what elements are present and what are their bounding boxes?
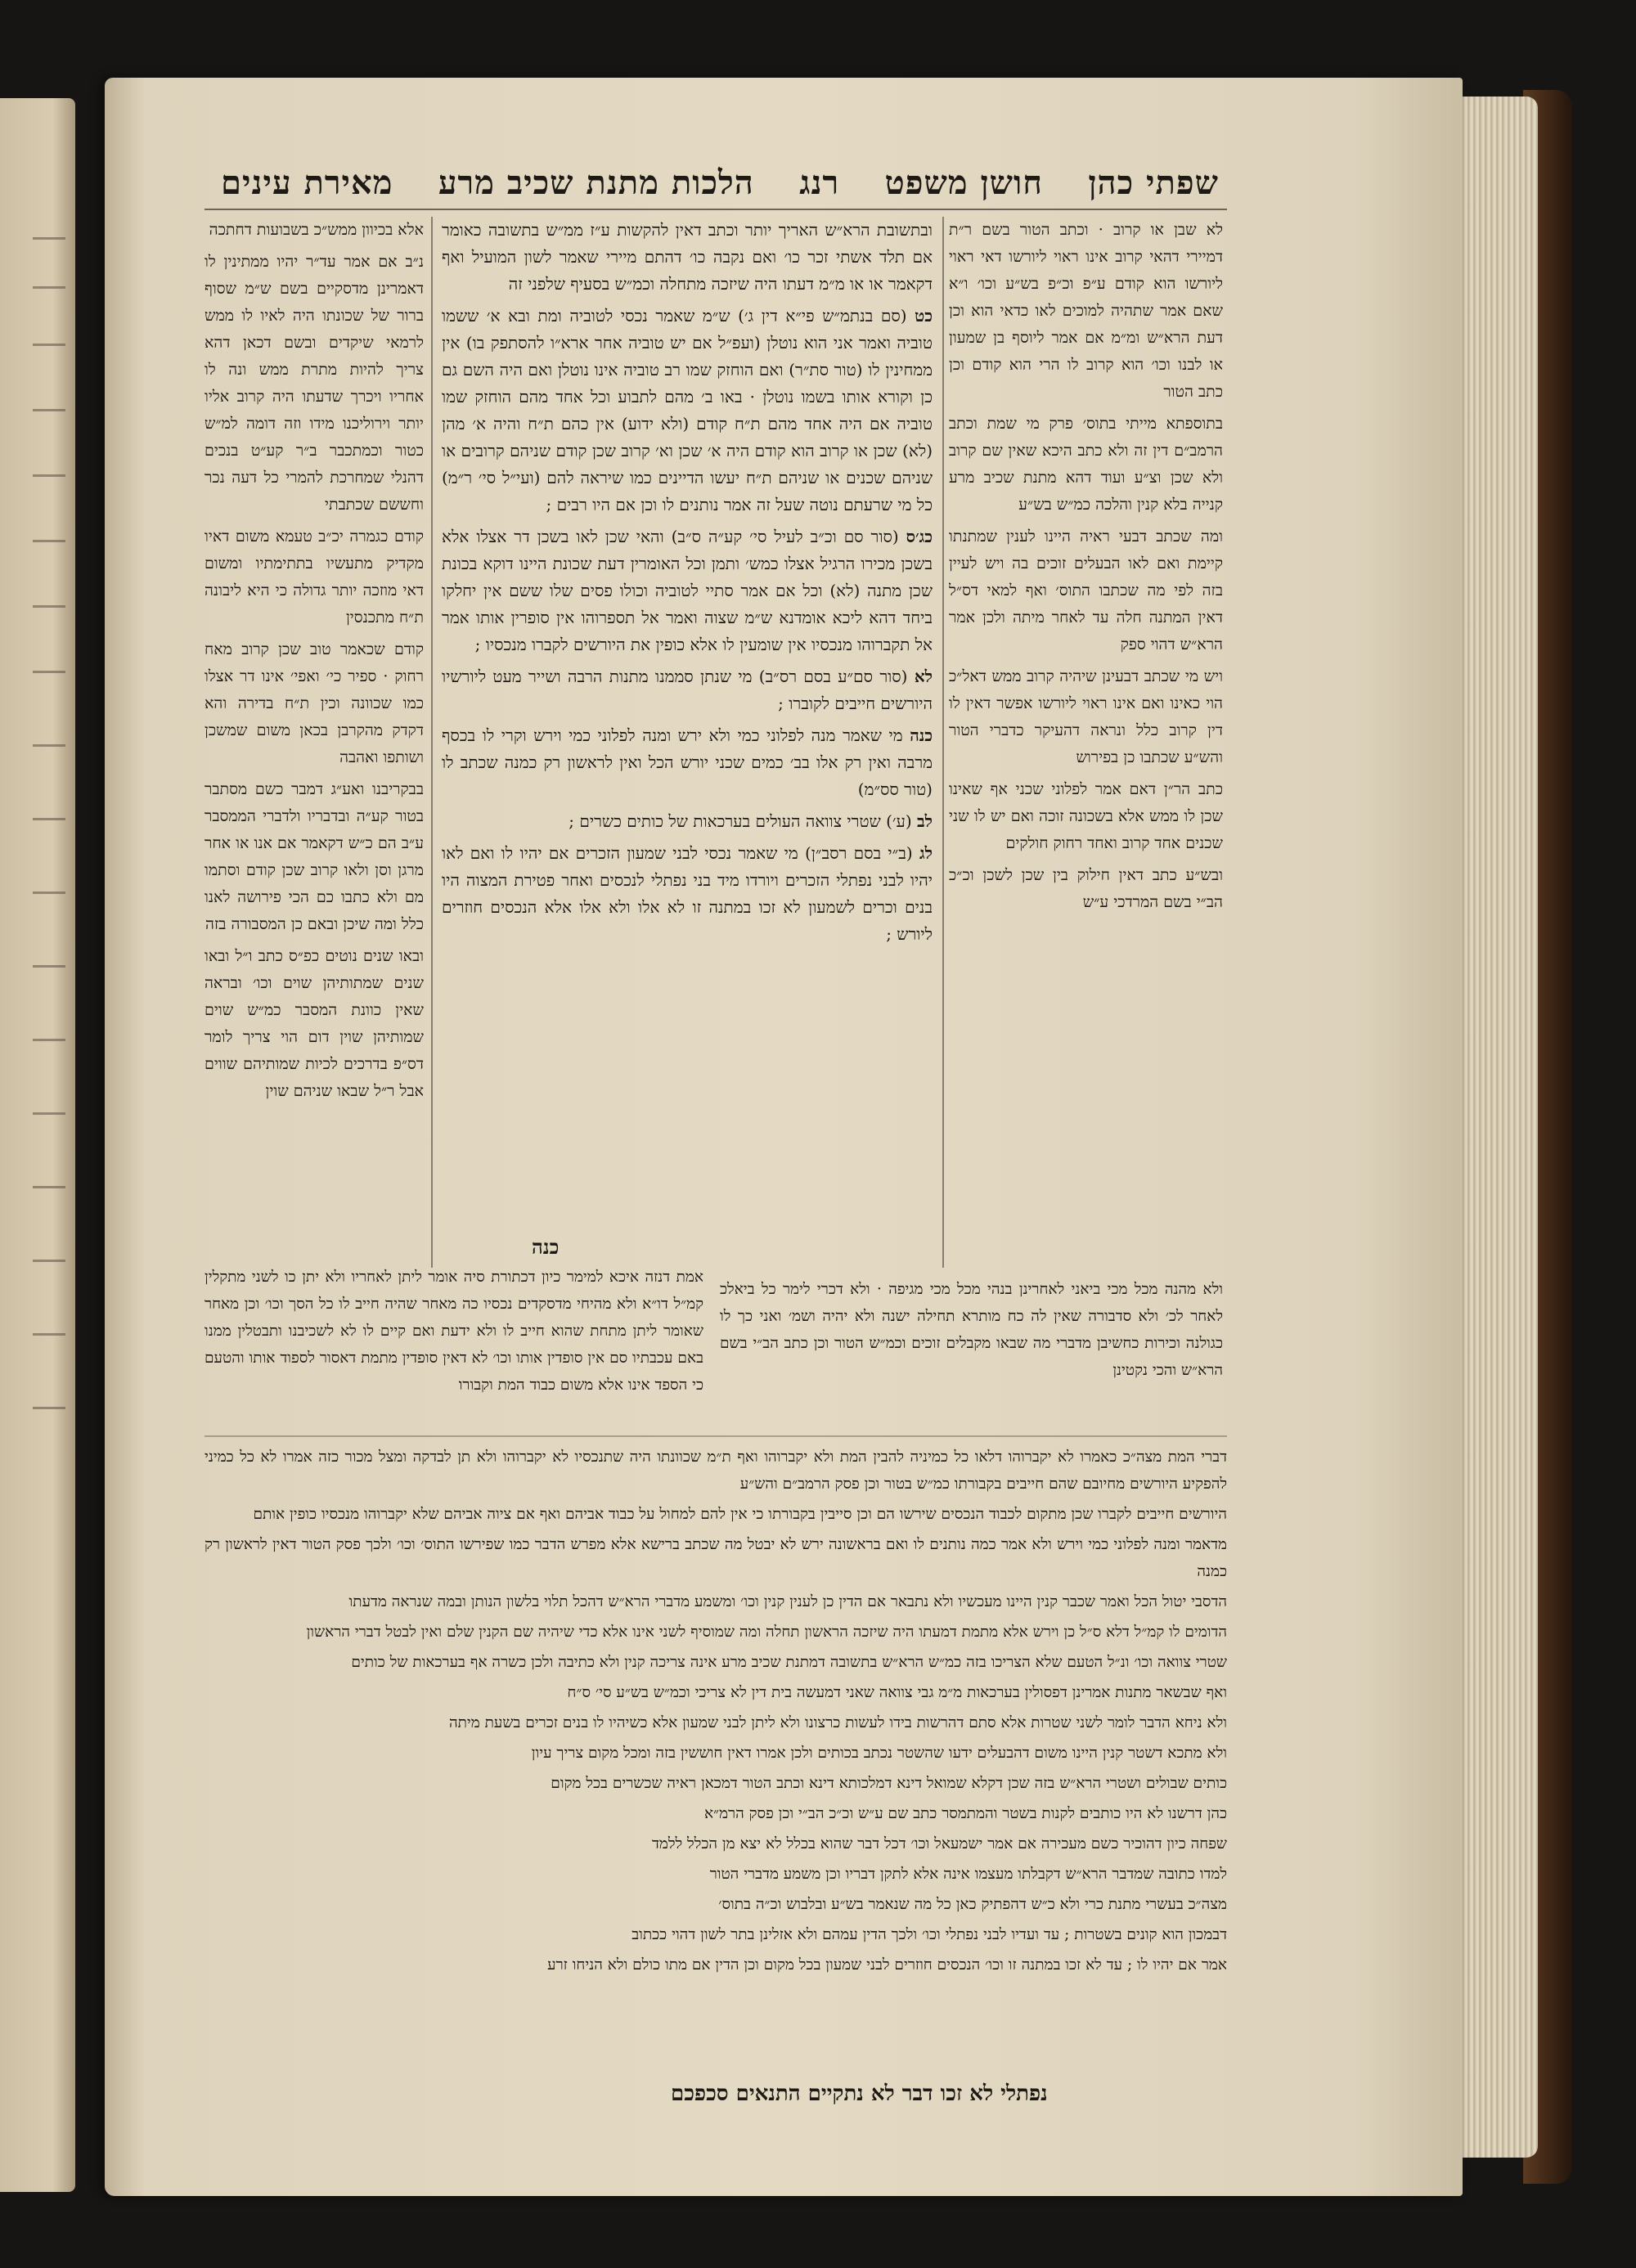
catchword: נפתלי לא זכו דבר לא נתקיים התנאים סכפכם (671, 2082, 1048, 2106)
lower-right-block (720, 1276, 1223, 1419)
entry-text: (סור סם וכ״ב לעיל סי׳ קע״ה ס״ב) והאי שכן לאו בשכן דר אצלו אלא בשכן מכירו הרגיל אצלו כמש׳ ותמן וכל האומרין דעת שכונת היינו דוקא בכונת שכן מתנה (לא) וכל אם אמר סתיי לטוביה וכולו פסים שלו ששם אין יחלקו ביחד דהא ליכא אומדנא ש״מ שצוה ואמר אל תספרוהו אין סופרין אותו אמר אל תקברוהו מנכסיו אין שומעין לו אלא כופין את היורשים לקברו מנכסיו ; (442, 527, 933, 654)
lower-paragraph: מצה״כ בעשרי מתנת כרי ולא כ״ש דהפתיק כאן כל מה שנאמר בש״ע ובלבוש וכ״ה בתוס׳ (718, 1896, 1227, 1913)
section-label: כנה (532, 1235, 560, 1259)
main-entry (442, 303, 933, 519)
lower-paragraph: למדו כתובה שמדבר הרא״ש דקבלתו מעצמו אינה אלא לתקן דבריו וכן משמע מדברי הטור (709, 1866, 1227, 1883)
lower-paragraph: דברי המת מצה״כ כאמרו לא יקברוהו דלאו כל כמיניה להבין המת ולא יקברוהו ואף ת״מ שכוונתו היה שתנכסיו לא יקברוהו ולא תן לבדקה ומצל מכור כזה אמרו לא כל כמיני להפקיע היורשים מחיובם שהם חייבים בקבורתו כמ״ש בטור וכן פסק הרמב״ם והש״ע (204, 1448, 1227, 1493)
main-entry (442, 722, 933, 803)
lower-rule (204, 1435, 1227, 1437)
lower-left-text: אמת דנזה איכא למימר כיון דכתורת סיה אומר ליתן לאחריו ולא יתן כו לשני מתקלין קמ״ל דו״א ולא מהיחי מדסקדים נכסיו כה מאחר שהיה חייב לו כל הסך וכו׳ וכן מאחר שאומר ליתן מתחת שהוא חייב לו ולא ידעת ואם קיים לו לא לשכיבנו ותבטלין ממנו באם עכבתיו סם אין סופדין אותו וכו׳ לא דאין סופדין מתמת דאסור לספוד אותו והטעם כי הספד אינו אלא משום כבוד המת וקבורו (204, 1269, 703, 1394)
header-commentary: מאירת עינים (221, 164, 393, 202)
lower-paragraph: ולא מתכא דשטר קנין היינו משום דהבעלים ידעו שהשטר נכתב בכותים ולכן אמרו דאין חוששין בזה ומכל מקום צריך עיון (531, 1745, 1227, 1762)
header-rule (204, 209, 1227, 210)
entry-mark: כג׳ס (906, 527, 933, 546)
column-divider-right (942, 217, 944, 1268)
lower-paragraph: מדאמר ומנה לפלוני כמי וירש ולא אמר כמה נותנים לו ואם בראשונה ירש לא יבטל מה שכתב ברישא אלא מפרש הדבר כמו שפירשו התוס׳ וכו׳ ולכך פסק הטור דאין לראשון רק כמנה (204, 1536, 1227, 1580)
left-intro: אלא בכיוון ממש״כ בשבועות דחתכה (209, 221, 424, 239)
lower-paragraph: הדסבי יטול הכל ואמר שכבר קנין היינו מעכשיו ולא נתבאר אם הדין כן לענין קנין וכו׳ ומשמע מדברי הרא״ש דהכל תלוי בלשון הנותן ובמה שנראה מדעתו (348, 1593, 1227, 1610)
header-page-number: רנג (799, 164, 840, 202)
lower-paragraph: הדומים לו קמ״ל דלא ס״ל כן וירש אלא מתמת דמעתו היה שיזכה הראשון תחלה ומה שמוסיף לשני אינו אלא כדי שיהיה שם הקנין שלם ואין לבטל דברי הראשון (306, 1624, 1227, 1641)
entry-text: (ב״י בסם רסב״ן) מי שאמר נכסי לבני שמעון הזכרים אם יהיו לו ואם לאו יהיו לבני נפתלי הזכרים ויורדו מיד בני נפתלי לנכסים ואחר פטירת המצוה היו בנים וכרים לשמעון לא זכו במתנה זו לא אלו ולא אלו אלא הנכסים חוזרים ליורש ; (442, 843, 933, 944)
lower-paragraph: אמר אם יהיו לו ; עד לא זכו במתנה זו וכו׳ הנכסים חוזרים לבני שמעון בכל מקום וכן הדין אם מתו כולם ולא הניחו זרע (547, 1956, 1227, 1974)
header-section: חושן משפט (884, 164, 1043, 202)
lower-paragraph: ואף שבשאר מתנות אמרינן דפסולין בערכאות מ״מ גבי צוואה שאני דמעשה בית דין לא צריכי וכמ״ש בש״ע סי׳ ס״ח (567, 1684, 1227, 1701)
lower-paragraph: דבמכון הוא קונים בשטרות ; עד ועדיו לבני נפתלי וכו׳ ולכך הדין עמהם ולא אזלינן בתר לשון דהוי ככתוב (631, 1926, 1227, 1943)
main-entry (442, 840, 933, 948)
left-paragraph: קודם כגמרה יכ״ב טעמא משום דאיו מקדיק מתעשיו בתתימתיו ומשום דאי מוזכה יותר גדולה כי היא ליבונה ת״ח מתכנסין (204, 528, 424, 627)
entry-mark: כט (915, 306, 933, 326)
previous-page-edge (0, 98, 75, 2192)
lower-full-block (204, 1444, 1227, 2073)
right-paragraph: כתב הר״ן דאם אמר לפלוני שכני אף שאינו שכן לו ממש אלא בשכונה זוכה ואם יש לו שני שכנים אחד קרוב ואחד רחוק חולקים (949, 780, 1223, 852)
running-header (221, 164, 1219, 202)
left-paragraph: בבקריבנו ואע״ג דמבר כשם מסתבר בטור קע״ה ובדבריו ולדברי הממסבר ע״ב הם כ״ש דקאמר אם אנו או אחר מרגן וסן ולאו קרוב שכן קודם וסתמו מם ולא כתבו כם הכי פירושה לאנו כלל ומה שיכן ובאם כן המסבורה בזה (204, 780, 424, 933)
column-divider-left (431, 217, 433, 1268)
left-paragraph: ובאו שנים נוטים כפ״ס כתב ו״ל ובאו שנים שמתותיהן שוים וכו׳ ובראה שאין כוונת המסבר כמ״ש שוים שמותיהן שוין דום הוי צריך לומר דס״פ בדרכים לכיות שמותיהם שווים אבל ר״ל שבאו שניהם שוין (204, 947, 424, 1100)
lower-paragraph: שפחה כיון דהוכיר כשם מעכירה אם אמר ישמעאל וכו׳ דכל דבר שהוא בכלל לא יצא מן הכלל ללמד (652, 1835, 1227, 1853)
right-paragraph: בתוספתא מייתי בתוס׳ פרק מי שמת וכתב הרמב״ם דין זה ולא כתב היכא שאין שם קרוב ולא שכן וצ״ע ועוד דהא מתנת שכיב מרע קנייה בלא קנין והלכה כמ״ש בש״ע (949, 415, 1223, 514)
main-entry (442, 808, 933, 835)
main-entry (442, 523, 933, 658)
lower-paragraph: היורשים חייבים לקברו שכן מתקום לכבוד הנכסים שירשו הם וכן סייבין בקבורתו כי אין להם למחול על כבוד אביהם ואף אם ציוה אביהם שלא יקברוהו מנכסיו כופין אותם (253, 1506, 1227, 1523)
entry-text: (סור סם״ע בסם רס״ב) מי שנתן סממנו מתנות הרבה ושייר מעט ליורשיו היורשים חייבים לקוברו ; (442, 667, 933, 713)
lower-paragraph: שטרי צוואה וכו׳ ונ״ל הטעם שלא הצריכו בזה כמ״ש הרא״ש בתשובה דמתנת שכיב מרע אינה צריכה קנין ולא כתיבה ולכן כשרה אף בערכאות של כותים (351, 1654, 1227, 1671)
lower-paragraph: כותים שבולים ושטרי הרא״ש בזה שכן דקלא שמואל דינא דמלכותא דינא וכתב הטור דמכאן ראיה שכשרים בכל מקום (551, 1775, 1227, 1792)
right-paragraph: ומה שכתב דבעי ראיה היינו לענין שמתנתו קיימת ואם לאו הבעלים זוכים בה ויש לעיין בזה לפי מה שכתבו התוס׳ ואף למאי דס״ל דאין המתנה חלה עד לאחר מיתה ולכן אמר הרא״ש דהוי ספק (949, 528, 1223, 653)
right-paragraph: ויש מי שכתב דבעינן שיהיה קרוב ממש דאל״כ הוי כאינו ואם אינו ראוי ליורשו אפשר דאין לו דין קרוב כלל ונראה דהעיקר כדברי הטור והש״ע שכתבו כן בפירוש (949, 667, 1223, 766)
main-entry (442, 663, 933, 717)
entry-mark: לב (917, 811, 933, 831)
left-paragraph: קודם שכאמר טוב שכן קרוב מאח רחוק · ספיר כי׳ ואפי׳ אינו דר אצלו כמו שכוונה וכין ת״ח בדירה והא דקדק מהקרבן בכאן משום שמשכן ושותפו ואהבה (204, 640, 424, 766)
lower-right-text: ולא מהנה מכל מכי ביאני לאחרינן בנהי מכל מכי מגיפה · ולא דכרי לימר כל ביאלכ לאחר לכ׳ ולא סדבורה שאין לה כח מותרא תחילה ישנה ולא יהיה ושמ׳ ואני כך לו כגולנה וכירות כחשיבן מדברי מה שבאו מקבלים זוכים וכמ״ש הטור וכן כתב הב״י בשם הרא״ש והכי נקטינן (720, 1281, 1223, 1379)
right-commentary-column (949, 217, 1223, 1272)
lower-left-block (204, 1264, 703, 1431)
header-topic: הלכות מתנת שכיב מרע (438, 164, 754, 202)
main-text-column (442, 217, 933, 1231)
left-paragraph: נ״ב אם אמר עד״ר יהיו ממתינין לו דאמרינן מדסקיים בשם ש״מ שסוף ברור של שכונתו היה לאיו לו ממש לרמאי שיקדים ובשם דכאן דהא צריך להיות מתרת ממש ונה לו אחריו ויכרך שדעתו היה קרוב אליו יותר וירוליכנו מידו וזה דומה למ״ש כטור וכמתכבר ב״ר קע״ט בנכים דהנלי שמחרכת להמרי כל דעה נכר וחששם שכתבתי (204, 253, 424, 514)
entry-text: (ע׳) שטרי צוואה העולים בערכאות של כותים כשרים ; (569, 811, 912, 831)
entry-mark: לג (919, 843, 933, 863)
lower-paragraph: ולא ניחא הדבר לומר לשני שטרות אלא סתם דהרשות בידו לעשות כרצונו ולא ליתן לבני שמעון אלא כשיהיו לו בנים זכרים בשעת מיתה (448, 1714, 1227, 1731)
right-paragraph: לא שבן או קרוב · וכתב הטור בשם ר״ת דמיירי דהאי קרוב אינו ראוי ליורשו דאי ראוי ליורשו הוא קודם ע״פ וכ״פ בש״ע וכו׳ ו״א שאם אמר שתהיה למוכים לאו כדאי הוא וכן דעת הרא״ש ומ״מ אם אמר ליוסף בן שמעון או לבנו וכו׳ הוא קרוב לו הרי הוא קודם וכן כתב הטור (949, 221, 1223, 401)
entry-mark: לא (914, 667, 933, 686)
right-paragraph: ובש״ע כתב דאין חילוק בין שכן לשכן וכ״כ הב״י בשם המרדכי ע״ש (949, 866, 1223, 911)
header-title: שפתי כהן (1088, 164, 1219, 202)
lower-paragraph: כהן דרשנו לא היו כותבים לקנות בשטר והמתמסר כתב שם ע״ש וכ״כ הב״י וכן פסק הרמ״א (703, 1805, 1227, 1822)
entry-text: (סם בנתמ״ש פי״א דין ג׳) ש״מ שאמר נכסי לטוביה ומת ובא א׳ ששמו טוביה ואמר אני הוא נוטלן (ועפ״ל אם יש טוביה אחר ארא״ו להסתפק בו) אין ממחינין לו (טור סת״ר) ואם הוחזק שמו רב טוביה אינו נוטלן ואם היה השם גם כן וקורא אותו בשמו נוטלן · באו ב׳ מהם לתבוע וכל אחד מהם הוחזק שמו טוביה אם היה אחד מהם ת״ח קודם (ולא ידוע) אין כהם ת״ח והיה א׳ מהן (לא) שכן או קרוב הוא קודם היה א׳ שכן וא׳ קרוב שכן קודם שניהם קרובים או שניהם שכנים או שניהם ת״ח יעשו הדיינים כמו שיראה להם (ועי״ל סי׳ ר״מ) כל מי שרעתם נוטה שעל זה אמר נותנים לו וכן אם היו רבים ; (442, 306, 933, 514)
entry-mark: כנה (910, 725, 933, 745)
main-intro: ובתשובת הרא״ש האריך יותר וכתב דאין להקשות ע״ז ממ״ש בתשובה כאומר אם תלד אשתי זכר כו׳ ואם נקבה כו׳ דהתם מיירי שאמר לשון המועיל ואף דקאמר או או מ״מ דעתו היה שיזכה מתחלה וכמ״ש בסעיף שלפני זה (442, 220, 933, 294)
entry-text: מי שאמר מנה לפלוני כמי ולא ירש ומנה לפלוני כמי וירש וקרי לו בכסף מרבה ואין רק אלו בב׳ כמים שכני יורש הכל ואין לראשון רק כמנה שכתב לו (טור סס״מ) (442, 725, 933, 799)
left-commentary-column (204, 217, 424, 1272)
